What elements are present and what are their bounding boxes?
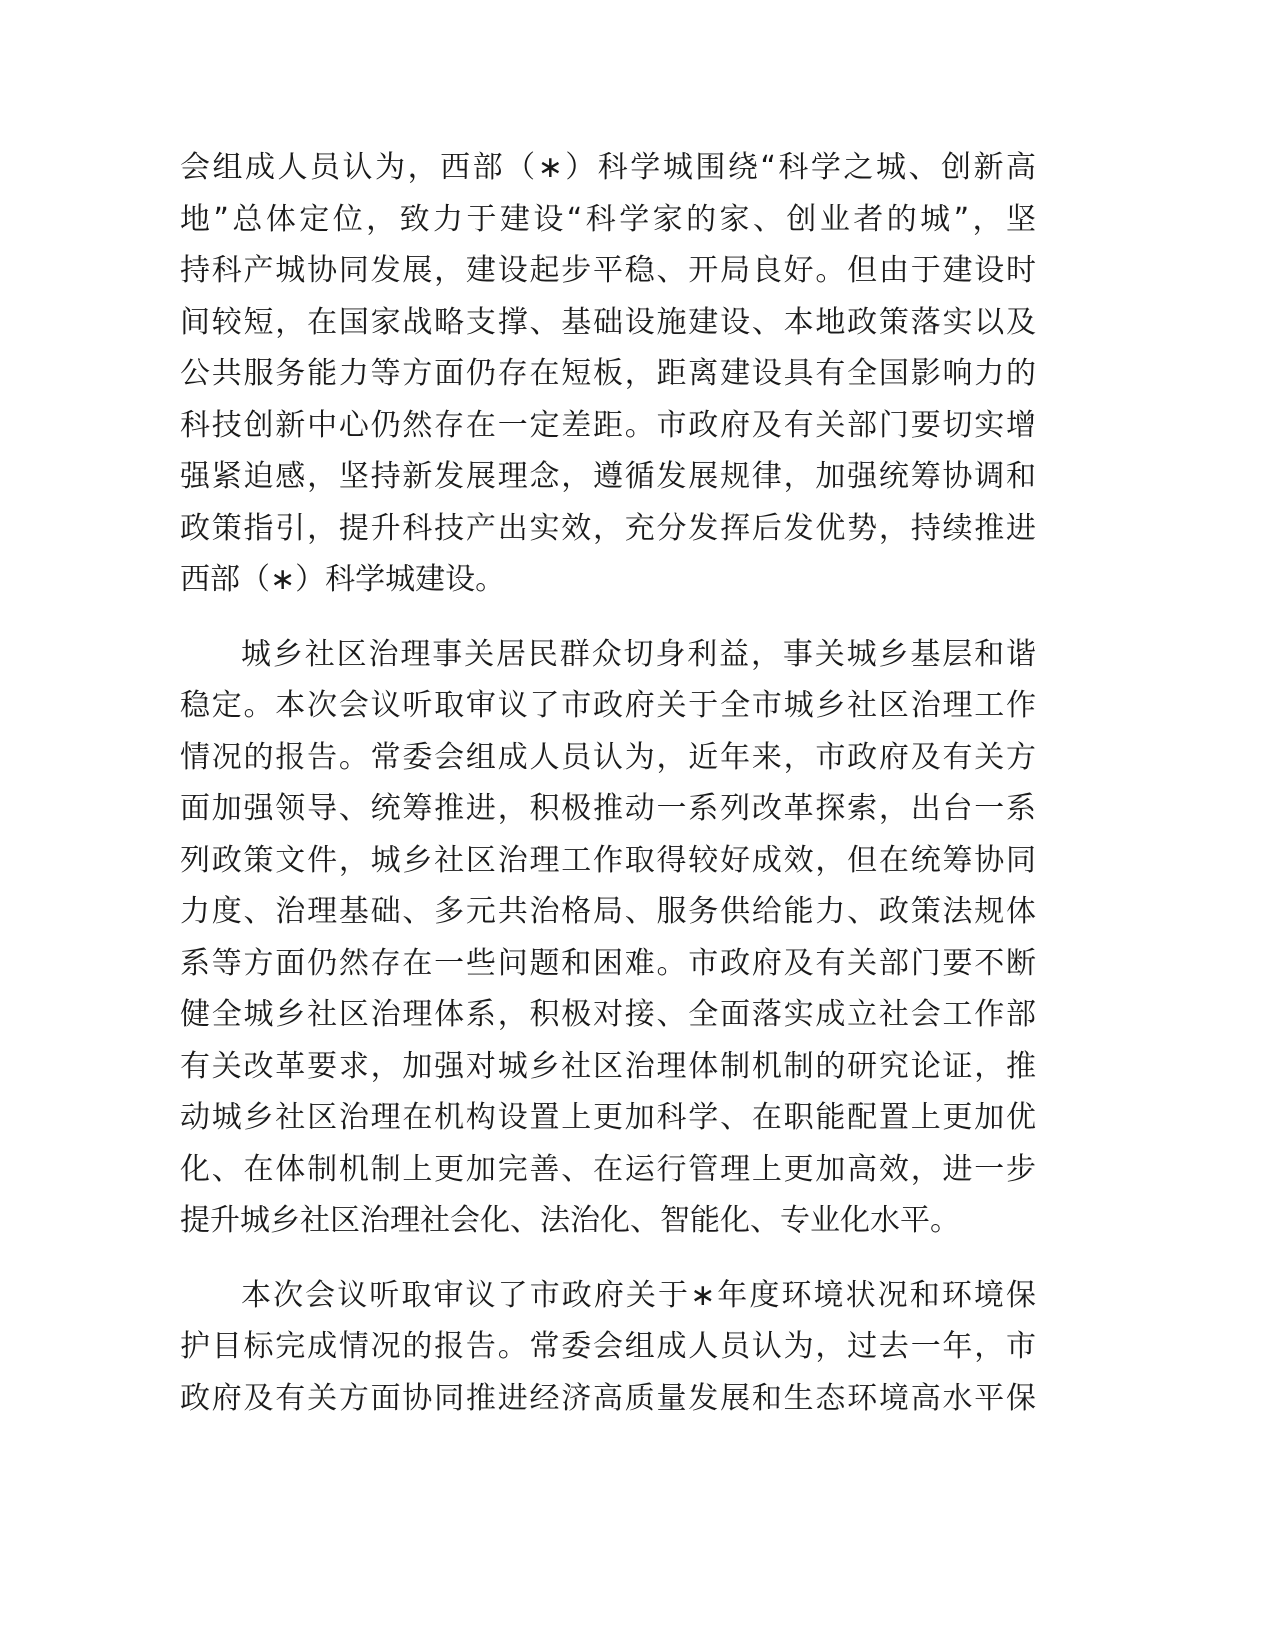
text-line: 科技创新中心仍然存在一定差距。市政府及有关部门要切实增	[180, 407, 1036, 443]
text-line: 列政策文件，城乡社区治理工作取得较好成效，但在统筹协同	[180, 842, 1036, 878]
paragraph-spacing	[180, 1247, 1036, 1270]
text-line: 间较短，在国家战略支撑、基础设施建设、本地政策落实以及	[180, 304, 1036, 340]
text-line: 地”总体定位，致力于建设“科学家的家、创业者的城”，坚	[180, 201, 1036, 237]
text-line: 本次会议听取审议了市政府关于∗年度环境状况和环境保	[241, 1277, 1036, 1313]
text-line: 动城乡社区治理在机构设置上更加科学、在职能配置上更加优	[180, 1100, 1036, 1135]
text-line: 力度、治理基础、多元共治格局、服务供给能力、政策法规体	[180, 894, 1036, 929]
text-line: 持科产城协同发展，建设起步平稳、开局良好。但由于建设时	[180, 253, 1036, 288]
text-line: 提升城乡社区治理社会化、法治化、智能化、专业化水平。	[180, 1203, 960, 1238]
text-line: 城乡社区治理事关居民群众切身利益，事关城乡基层和谐	[241, 636, 1036, 672]
text-line: 系等方面仍然存在一些问题和困难。市政府及有关部门要不断	[180, 945, 1036, 981]
text-line: 稳定。本次会议听取审议了市政府关于全市城乡社区治理工作	[180, 688, 1036, 723]
text-line: 健全城乡社区治理体系，积极对接、全面落实成立社会工作部	[180, 997, 1036, 1032]
text-line: 有关改革要求，加强对城乡社区治理体制机制的研究论证，推	[180, 1048, 1036, 1084]
text-line: 政府及有关方面协同推进经济高质量发展和生态环境高水平保	[180, 1380, 1036, 1416]
text-line: 护目标完成情况的报告。常委会组成人员认为，过去一年，市	[180, 1329, 1036, 1364]
paragraph-environment-report	[180, 1270, 1036, 1425]
text-line: 会组成人员认为，西部（∗）科学城围绕“科学之城、创新高	[180, 150, 1036, 185]
text-line: 化、在体制机制上更加完善、在运行管理上更加高效，进一步	[180, 1151, 1036, 1187]
text-line: 面加强领导、统筹推进，积极推动一系列改革探索，出台一系	[180, 791, 1036, 826]
text-line: 西部（∗）科学城建设。	[180, 562, 506, 597]
text-line: 强紧迫感，坚持新发展理念，遵循发展规律，加强统筹协调和	[180, 459, 1036, 494]
paragraph-spacing	[180, 606, 1036, 629]
text-line: 情况的报告。常委会组成人员认为，近年来，市政府及有关方	[180, 739, 1036, 775]
paragraph-community-governance	[180, 629, 1036, 1247]
text-line: 公共服务能力等方面仍存在短板，距离建设具有全国影响力的	[180, 356, 1036, 391]
text-line: 政策指引，提升科技产出实效，充分发挥后发优势，持续推进	[180, 510, 1036, 546]
paragraph-science-city	[180, 142, 1036, 606]
document-page	[180, 142, 1036, 1424]
